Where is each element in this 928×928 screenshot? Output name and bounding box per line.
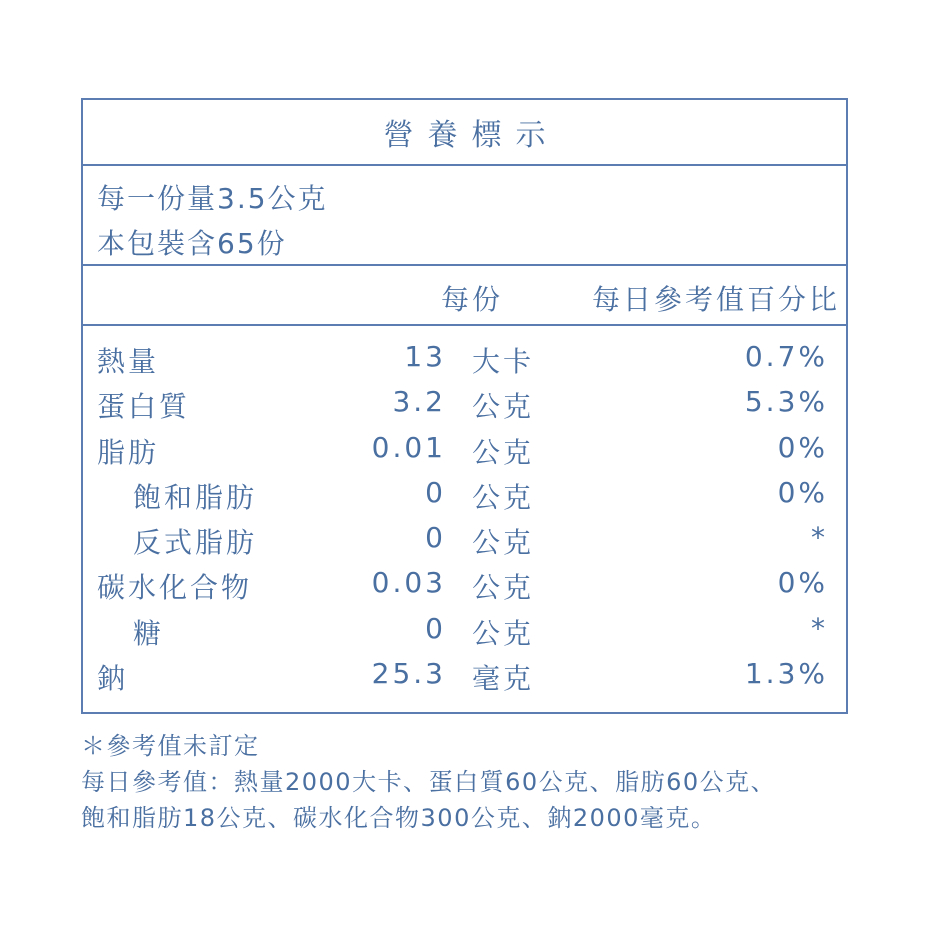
nutrient-unit: 公克 [472, 390, 535, 424]
nutrient-name: 糖 [133, 616, 165, 650]
nutrient-row-carbohydrate [83, 564, 846, 609]
column-header [83, 266, 846, 326]
nutrient-daily-value: 0.7% [744, 340, 828, 373]
nutrient-name: 鈉 [97, 662, 129, 696]
nutrient-daily-value: * [811, 611, 828, 645]
nutrient-name: 飽和脂肪 [133, 480, 258, 514]
header-per-serving: 每份 [440, 283, 503, 316]
nutrient-amount: 0.01 [371, 430, 446, 464]
nutrient-row-fat [83, 429, 846, 474]
footnote-reference-values-cont: 飽和脂肪18公克、碳水化合物300公克、鈉2000毫克。 [81, 804, 717, 832]
nutrient-row-saturated-fat [83, 474, 846, 519]
nutrient-unit: 毫克 [472, 662, 535, 696]
nutrient-unit: 大卡 [472, 345, 535, 378]
nutrient-row-sugar [83, 610, 846, 655]
footnote-reference-values: 每日參考值：熱量2000大卡、蛋白質60公克、脂肪60公克、 [81, 768, 777, 796]
nutrient-amount: 25.3 [371, 657, 446, 691]
nutrient-name: 熱量 [97, 345, 160, 378]
nutrient-amount: 13 [404, 340, 446, 373]
nutrient-amount: 0 [425, 521, 446, 555]
nutrient-row-calories [83, 338, 846, 383]
nutrient-row-trans-fat [83, 519, 846, 564]
footnote-undefined: ＊參考值未訂定 [81, 732, 260, 760]
serving-size: 每一份量3.5公克 [97, 182, 328, 215]
label-title: 營養標示 [83, 100, 846, 166]
servings-per-package: 本包裝含65份 [97, 227, 287, 260]
nutrient-daily-value: * [811, 521, 828, 555]
nutrient-name: 碳水化合物 [97, 571, 253, 605]
nutrient-amount: 0 [425, 611, 446, 645]
nutrient-daily-value: 0% [777, 566, 828, 600]
nutrient-daily-value: 0% [777, 475, 828, 509]
nutrient-daily-value: 5.3% [744, 385, 828, 419]
nutrient-amount: 0.03 [371, 566, 446, 600]
nutrient-row-protein [83, 383, 846, 428]
nutrient-unit: 公克 [472, 526, 535, 560]
nutrient-amount: 3.2 [392, 385, 446, 419]
nutrient-unit: 公克 [472, 616, 535, 650]
nutrient-rows [83, 326, 846, 700]
nutrition-label [81, 98, 848, 714]
nutrient-amount: 0 [425, 475, 446, 509]
nutrient-unit: 公克 [472, 480, 535, 514]
nutrient-unit: 公克 [472, 435, 535, 469]
nutrient-daily-value: 1.3% [744, 657, 828, 691]
nutrient-row-sodium [83, 655, 846, 700]
header-daily-value: 每日參考值百分比 [591, 283, 840, 316]
nutrient-name: 反式脂肪 [133, 526, 258, 560]
nutrient-unit: 公克 [472, 571, 535, 605]
nutrient-name: 脂肪 [97, 435, 160, 469]
footnotes [81, 728, 776, 836]
nutrient-daily-value: 0% [777, 430, 828, 464]
serving-info [83, 166, 846, 266]
nutrient-name: 蛋白質 [97, 390, 191, 424]
